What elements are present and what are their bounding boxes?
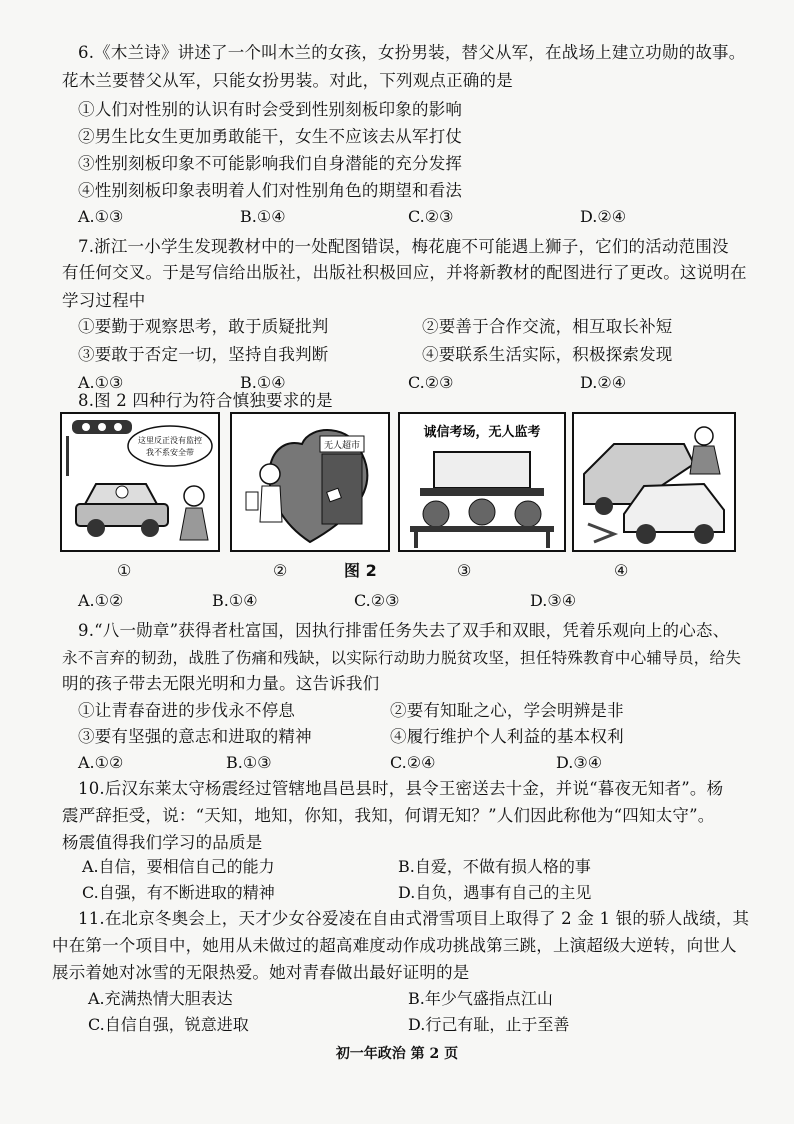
q6-option-a: A.①③: [78, 207, 124, 226]
q11-stem-line1: 11.在北京冬奥会上，天才少女谷爱凌在自由式滑雪项目上取得了 2 金 1 银的骄人战绩，其: [78, 909, 750, 928]
q8-option-a: A.①②: [78, 591, 124, 610]
q9-option-a: A.①②: [78, 753, 124, 772]
q11-stem-line3: 展示着她对冰雪的无限热爱。她对青春做出最好证明的是: [52, 963, 470, 982]
q7-item-3: ③要敢于否定一切，坚持自我判断: [78, 345, 329, 364]
bubble-text-line2: 我不系安全带: [146, 448, 194, 457]
q6-item-1: ①人们对性别的认识有时会受到性别刻板印象的影响: [78, 100, 463, 119]
q9-option-b: B.①③: [226, 753, 272, 772]
q7-item-2: ②要善于合作交流，相互取长补短: [422, 317, 673, 336]
q10-stem-line2: 震严辞拒受，说：“天知，地知，你知，我知，何谓无知？”人们因此称他为“四知太守”。: [62, 806, 715, 825]
q10-stem-line3: 杨震值得我们学习的品质是: [62, 833, 263, 852]
q9-item-2: ②要有知耻之心，学会明辨是非: [390, 701, 624, 720]
honest-exam-illustration: [400, 414, 564, 550]
q8-stem-line1: 8.图 2 四种行为符合慎独要求的是: [78, 391, 333, 410]
q7-option-d: D.②④: [580, 373, 627, 392]
panel-label-1: ①: [117, 561, 132, 580]
bubble-text-line1: 这里反正没有监控: [138, 436, 202, 445]
q7-item-4: ④要联系生活实际，积极探索发现: [422, 345, 673, 364]
q11-stem-line2: 中在第一个项目中，她用从未做过的超高难度动作成功挑战第三跳，上演超级大逆转，向世人: [52, 936, 737, 955]
q10-stem-line1: 10.后汉东莱太守杨震经过管辖地昌邑县时，县令王密送去十金，并说“暮夜无知者”。杨: [78, 779, 724, 798]
exam-sign: 诚信考场，无人监考: [423, 425, 541, 440]
figure-panel-2: [230, 412, 390, 552]
q8-option-c: C.②③: [354, 591, 400, 610]
q6-item-4: ④性别刻板印象表明着人们对性别角色的期望和看法: [78, 181, 463, 200]
q7-stem-line2: 有任何交叉。于是写信给出版社，出版社积极回应，并将新教材的配图进行了更改。这说明在: [62, 263, 747, 282]
q9-option-c: C.②④: [390, 753, 436, 772]
q6-option-b: B.①④: [240, 207, 286, 226]
q11-option-a: A.充满热情大胆表达: [88, 989, 233, 1008]
q8-option-b: B.①④: [212, 591, 258, 610]
q6-stem-line2: 花木兰要替父从军，只能女扮男装。对此，下列观点正确的是: [62, 71, 513, 90]
figure-panel-1: [60, 412, 220, 552]
q11-option-d: D.行己有耻，止于至善: [408, 1015, 570, 1034]
car-accident-illustration: [574, 414, 734, 550]
q10-option-b: B.自爱，不做有损人格的事: [398, 857, 591, 876]
q7-option-b: B.①④: [240, 373, 286, 392]
figure-panel-3: [398, 412, 566, 552]
q9-option-d: D.③④: [556, 753, 603, 772]
q10-option-a: A.自信，要相信自己的能力: [82, 857, 275, 876]
q10-option-d: D.自负，遇事有自己的主见: [398, 883, 592, 902]
panel-label-4: ④: [614, 561, 629, 580]
q6-option-d: D.②④: [580, 207, 627, 226]
unmanned-store-illustration: [232, 414, 388, 550]
car-no-seatbelt-illustration: [62, 414, 218, 550]
q10-option-c: C.自强，有不断进取的精神: [82, 883, 275, 902]
q9-item-1: ①让青春奋进的步伐永不停息: [78, 701, 296, 720]
panel-label-3: ③: [457, 561, 472, 580]
q7-item-1: ①要勤于观察思考，敢于质疑批判: [78, 317, 329, 336]
q9-stem-line2: 永不言弃的韧劲，战胜了伤痛和残缺，以实际行动助力脱贫攻坚，担任特殊教育中心辅导员，给失: [62, 649, 742, 667]
q7-option-c: C.②③: [408, 373, 454, 392]
q9-item-4: ④履行维护个人利益的基本权利: [390, 727, 624, 746]
q6-stem-line1: 6.《木兰诗》讲述了一个叫木兰的女孩，女扮男装，替父从军，在战场上建立功勋的故事。: [78, 43, 746, 62]
shop-sign: 无人超市: [323, 441, 361, 451]
figure-caption: 图 2: [344, 561, 377, 580]
q7-option-a: A.①③: [78, 373, 124, 392]
q9-stem-line1: 9.“八一勋章”获得者杜富国，因执行排雷任务失去了双手和双眼，凭着乐观向上的心态、: [78, 621, 730, 640]
q7-stem-line1: 7.浙江一小学生发现教材中的一处配图错误，梅花鹿不可能遇上狮子，它们的活动范围没: [78, 237, 729, 256]
q7-stem-line3: 学习过程中: [62, 291, 146, 310]
panel-label-2: ②: [273, 561, 288, 580]
q6-option-c: C.②③: [408, 207, 454, 226]
q6-item-3: ③性别刻板印象不可能影响我们自身潜能的充分发挥: [78, 154, 463, 173]
q11-option-c: C.自信自强，锐意进取: [88, 1015, 249, 1034]
q9-stem-line3: 明的孩子带去无限光明和力量。这告诉我们: [62, 674, 380, 693]
q8-option-d: D.③④: [530, 591, 577, 610]
q6-item-2: ②男生比女生更加勇敢能干，女生不应该去从军打仗: [78, 127, 463, 146]
page-footer: 初一年政治 第 2 页: [335, 1046, 459, 1062]
q11-option-b: B.年少气盛指点江山: [408, 989, 553, 1008]
q9-item-3: ③要有坚强的意志和进取的精神: [78, 727, 312, 746]
figure-panel-4: [572, 412, 736, 552]
